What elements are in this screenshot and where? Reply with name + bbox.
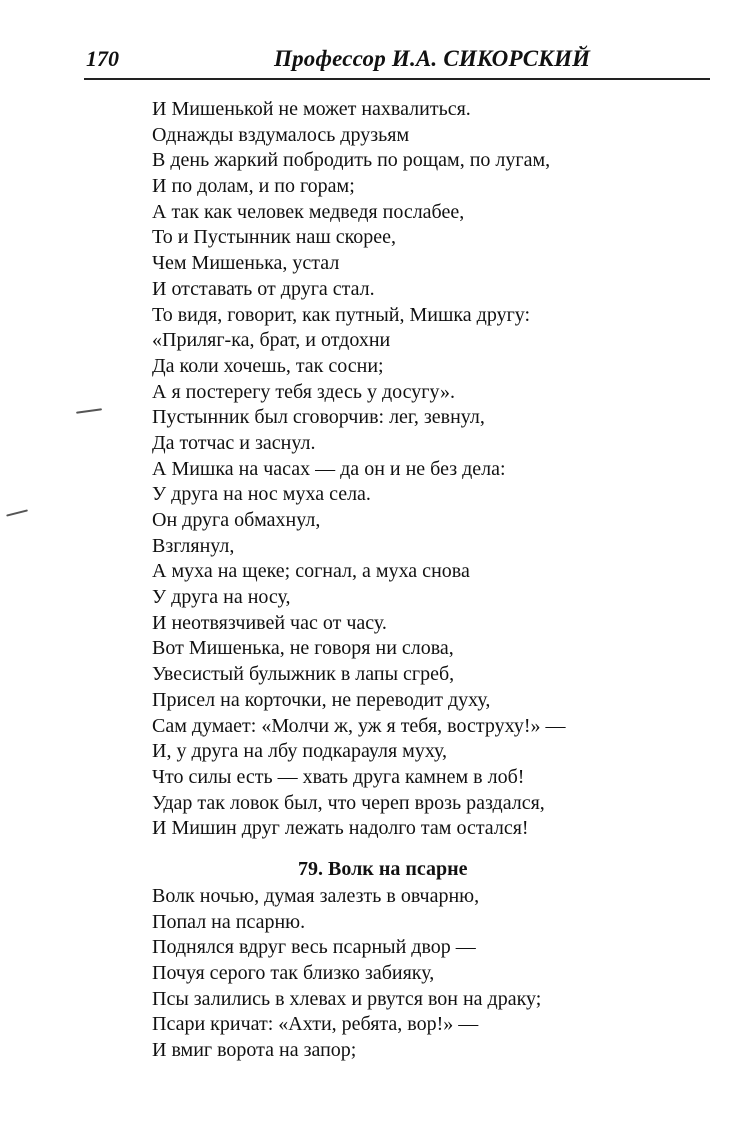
poem-line: И вмиг ворота на запор; (152, 1039, 357, 1062)
poem-line: И, у друга на лбу подкарауля муху, (152, 740, 448, 763)
poem-line: Однажды вздумалось друзьям (152, 123, 410, 146)
poem-line: Чем Мишенька, устал (152, 252, 340, 275)
poem-line: И Мишенькой не может нахвалиться. (152, 98, 471, 120)
poem-line: В день жаркий побродить по рощам, по лугам, (152, 149, 551, 172)
poem-line: А я постерегу тебя здесь у досугу». (152, 380, 455, 403)
poem-line: Вот Мишенька, не говоря ни слова, (152, 637, 454, 660)
poem-line: Поднялся вдруг весь псарный двор — (152, 936, 476, 959)
scan-speck (76, 408, 102, 413)
poem-line: Взглянул, (152, 534, 235, 557)
poem-line: Псы залились в хлевах и рвутся вон на драку; (152, 987, 542, 1010)
page-number: 170 (86, 46, 119, 71)
poem-line: Присел на корточки, не переводит духу, (152, 688, 491, 711)
poem-line: Сам думает: «Молчи ж, уж я тебя, воструху!» — (152, 714, 566, 737)
poem-line: То видя, говорит, как путный, Мишка другу: (152, 303, 531, 326)
page-header (86, 46, 710, 80)
running-head: Профессор И.А. СИКОРСКИЙ (274, 46, 591, 71)
poem-line: И по долам, и по горам; (152, 175, 355, 198)
poem-line: Попал на псарню. (152, 910, 306, 933)
poem-line: И отставать от друга стал. (152, 277, 375, 300)
poem-line: То и Пустынник наш скорее, (152, 226, 397, 249)
section-title: 79. Волк на псарне (298, 858, 468, 880)
poem-line: Он друга обмахнул, (152, 509, 321, 531)
poem-line: И неотвязчивей час от часу. (152, 611, 387, 634)
poem-line: А Мишка на часах — да он и не без дела: (152, 457, 506, 480)
poem-line: Псари кричат: «Ахти, ребята, вор!» — (152, 1013, 479, 1036)
poem-line: У друга на нос муха села. (152, 483, 371, 506)
poem-line: Волк ночью, думая залезть в овчарню, (152, 885, 480, 907)
poem-line: Удар так ловок был, что череп врозь раздался, (152, 791, 545, 814)
poem-line: Что силы есть — хвать друга камнем в лоб! (152, 765, 525, 788)
poem-line: И Мишин друг лежать надолго там остался! (152, 817, 529, 840)
poem-line: Пустынник был сговорчив: лег, зевнул, (152, 406, 485, 429)
poem-line: А так как человек медведя послабее, (152, 200, 465, 223)
poem-line: Да тотчас и заснул. (152, 431, 316, 454)
scan-speck (6, 509, 28, 516)
poem-line: «Приляг-ка, брат, и отдохни (152, 329, 391, 352)
poem-text (152, 97, 566, 842)
poem-line: У друга на носу, (152, 586, 291, 609)
poem-line: Да коли хочешь, так сосни; (152, 354, 384, 377)
poem-line: Почуя серого так близко забияку, (152, 962, 435, 985)
section-poem-text (152, 884, 541, 1064)
header-rule (84, 78, 710, 80)
poem-line: А муха на щеке; согнал, а муха снова (152, 560, 470, 583)
poem-line: Увесистый булыжник в лапы сгреб, (152, 663, 455, 686)
